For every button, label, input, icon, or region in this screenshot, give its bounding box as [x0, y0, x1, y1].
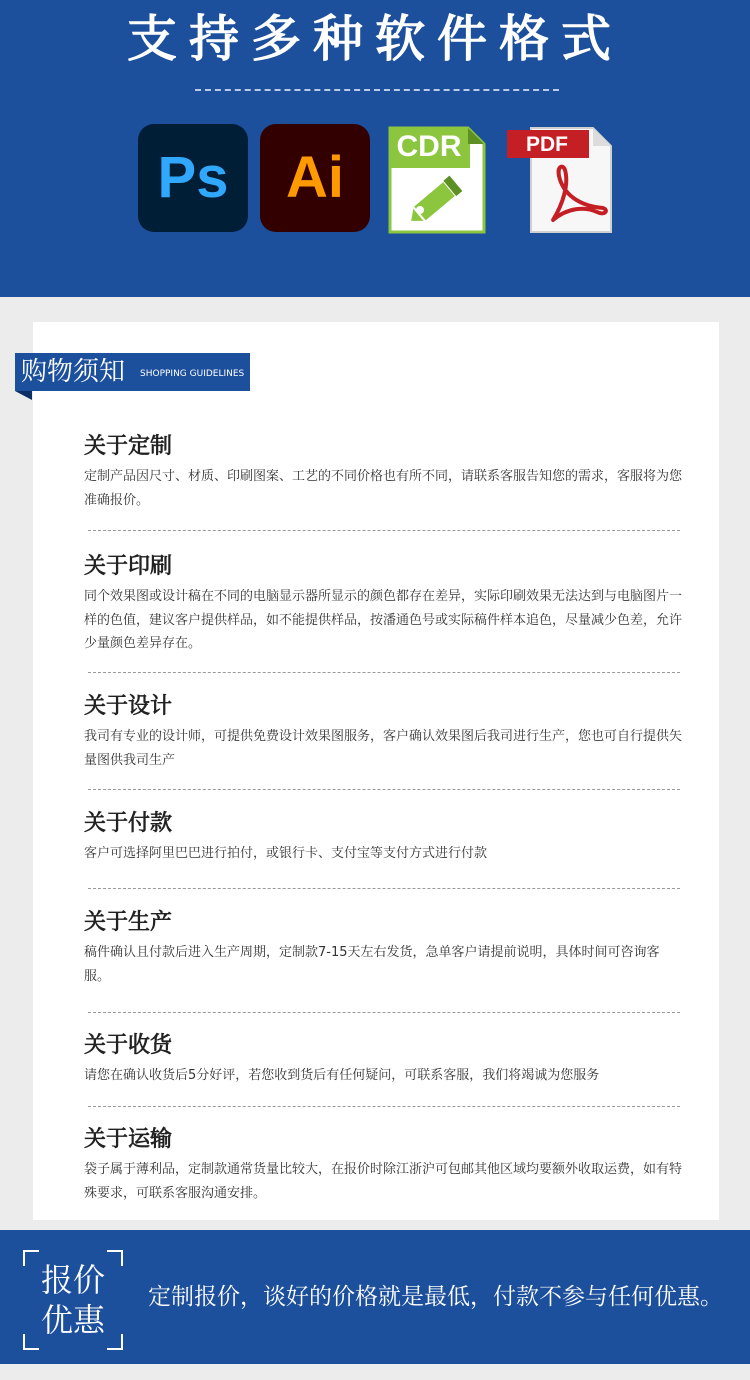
section-body: 袋子属于薄利品，定制款通常货量比较大，在报价时除江浙沪可包邮其他区域均要额外收取运费，如有特殊要求，可联系客服沟通安排。	[84, 1162, 683, 1201]
section-divider	[88, 789, 680, 790]
title-divider	[195, 89, 559, 91]
section-heading: 关于生产	[84, 910, 173, 935]
section-heading: 关于运输	[84, 1127, 173, 1152]
section-body: 同个效果图或设计稿在不同的电脑显示器所显示的颜色都存在差异，实际印刷效果无法达到与电脑图片一样的色值，建议客户提供样品，如不能提供样品，按潘通色号或实际稿件样本追色，尽量减少色差，允许少量颜色差异存在。	[84, 589, 683, 651]
section-heading: 关于印刷	[84, 554, 173, 579]
footer-message: 定制报价，谈好的价格就是最低，付款不参与任何优惠。	[148, 1284, 723, 1310]
section-heading: 关于定制	[84, 434, 173, 459]
coreldraw-label: CDR	[396, 130, 462, 163]
footer-banner	[0, 1230, 750, 1364]
section-body: 请您在确认收货后5分好评，若您收到货后有任何疑问，可联系客服，我们将竭诚为您服务	[84, 1068, 600, 1083]
section-divider	[88, 888, 680, 889]
section-heading: 关于设计	[84, 694, 173, 719]
section-design	[84, 692, 684, 772]
section-shipping	[84, 1125, 684, 1205]
badge-line-2: 优惠	[40, 1301, 105, 1339]
illustrator-icon	[260, 124, 370, 232]
pdf-icon	[505, 124, 613, 234]
section-payment	[84, 809, 684, 866]
section-divider	[88, 530, 680, 531]
section-body: 我司有专业的设计师，可提供免费设计效果图服务，客户确认效果图后我司进行生产，您也可自行提供矢量图供我司生产	[84, 729, 683, 768]
pdf-label: PDF	[526, 133, 568, 156]
section-divider	[88, 672, 680, 673]
section-production	[84, 908, 684, 988]
section-body: 客户可选择阿里巴巴进行拍付，或银行卡、支付宝等支付方式进行付款	[84, 846, 488, 861]
badge-fold	[15, 391, 32, 400]
photoshop-label: Ps	[157, 145, 229, 210]
section-delivery	[84, 1031, 684, 1088]
section-heading: 关于收货	[84, 1033, 173, 1058]
header-banner	[0, 0, 750, 297]
coreldraw-icon	[388, 126, 486, 234]
format-icons	[0, 124, 750, 234]
page-title: 支持多种软件格式	[127, 10, 623, 68]
section-divider	[88, 1012, 680, 1013]
illustrator-label: Ai	[286, 145, 344, 210]
quote-discount-badge	[23, 1250, 123, 1350]
section-body: 稿件确认且付款后进入生产周期，定制款7-15天左右发货，急单客户请提前说明，具体时间可咨询客服。	[84, 945, 660, 984]
section-body: 定制产品因尺寸、材质、印刷图案、工艺的不同价格也有所不同，请联系客服告知您的需求，客服将为您准确报价。	[84, 469, 683, 508]
section-heading: 关于付款	[84, 811, 173, 836]
shopping-guide-subtitle: SHOPPING GUIDELINES	[140, 369, 245, 379]
section-printing	[84, 552, 684, 656]
shopping-guide-title: 购物须知	[21, 357, 126, 387]
section-divider	[88, 1106, 680, 1107]
shopping-guide-badge	[15, 353, 250, 391]
photoshop-icon	[138, 124, 248, 232]
section-customization	[84, 432, 684, 512]
badge-line-1: 报价	[40, 1261, 105, 1299]
